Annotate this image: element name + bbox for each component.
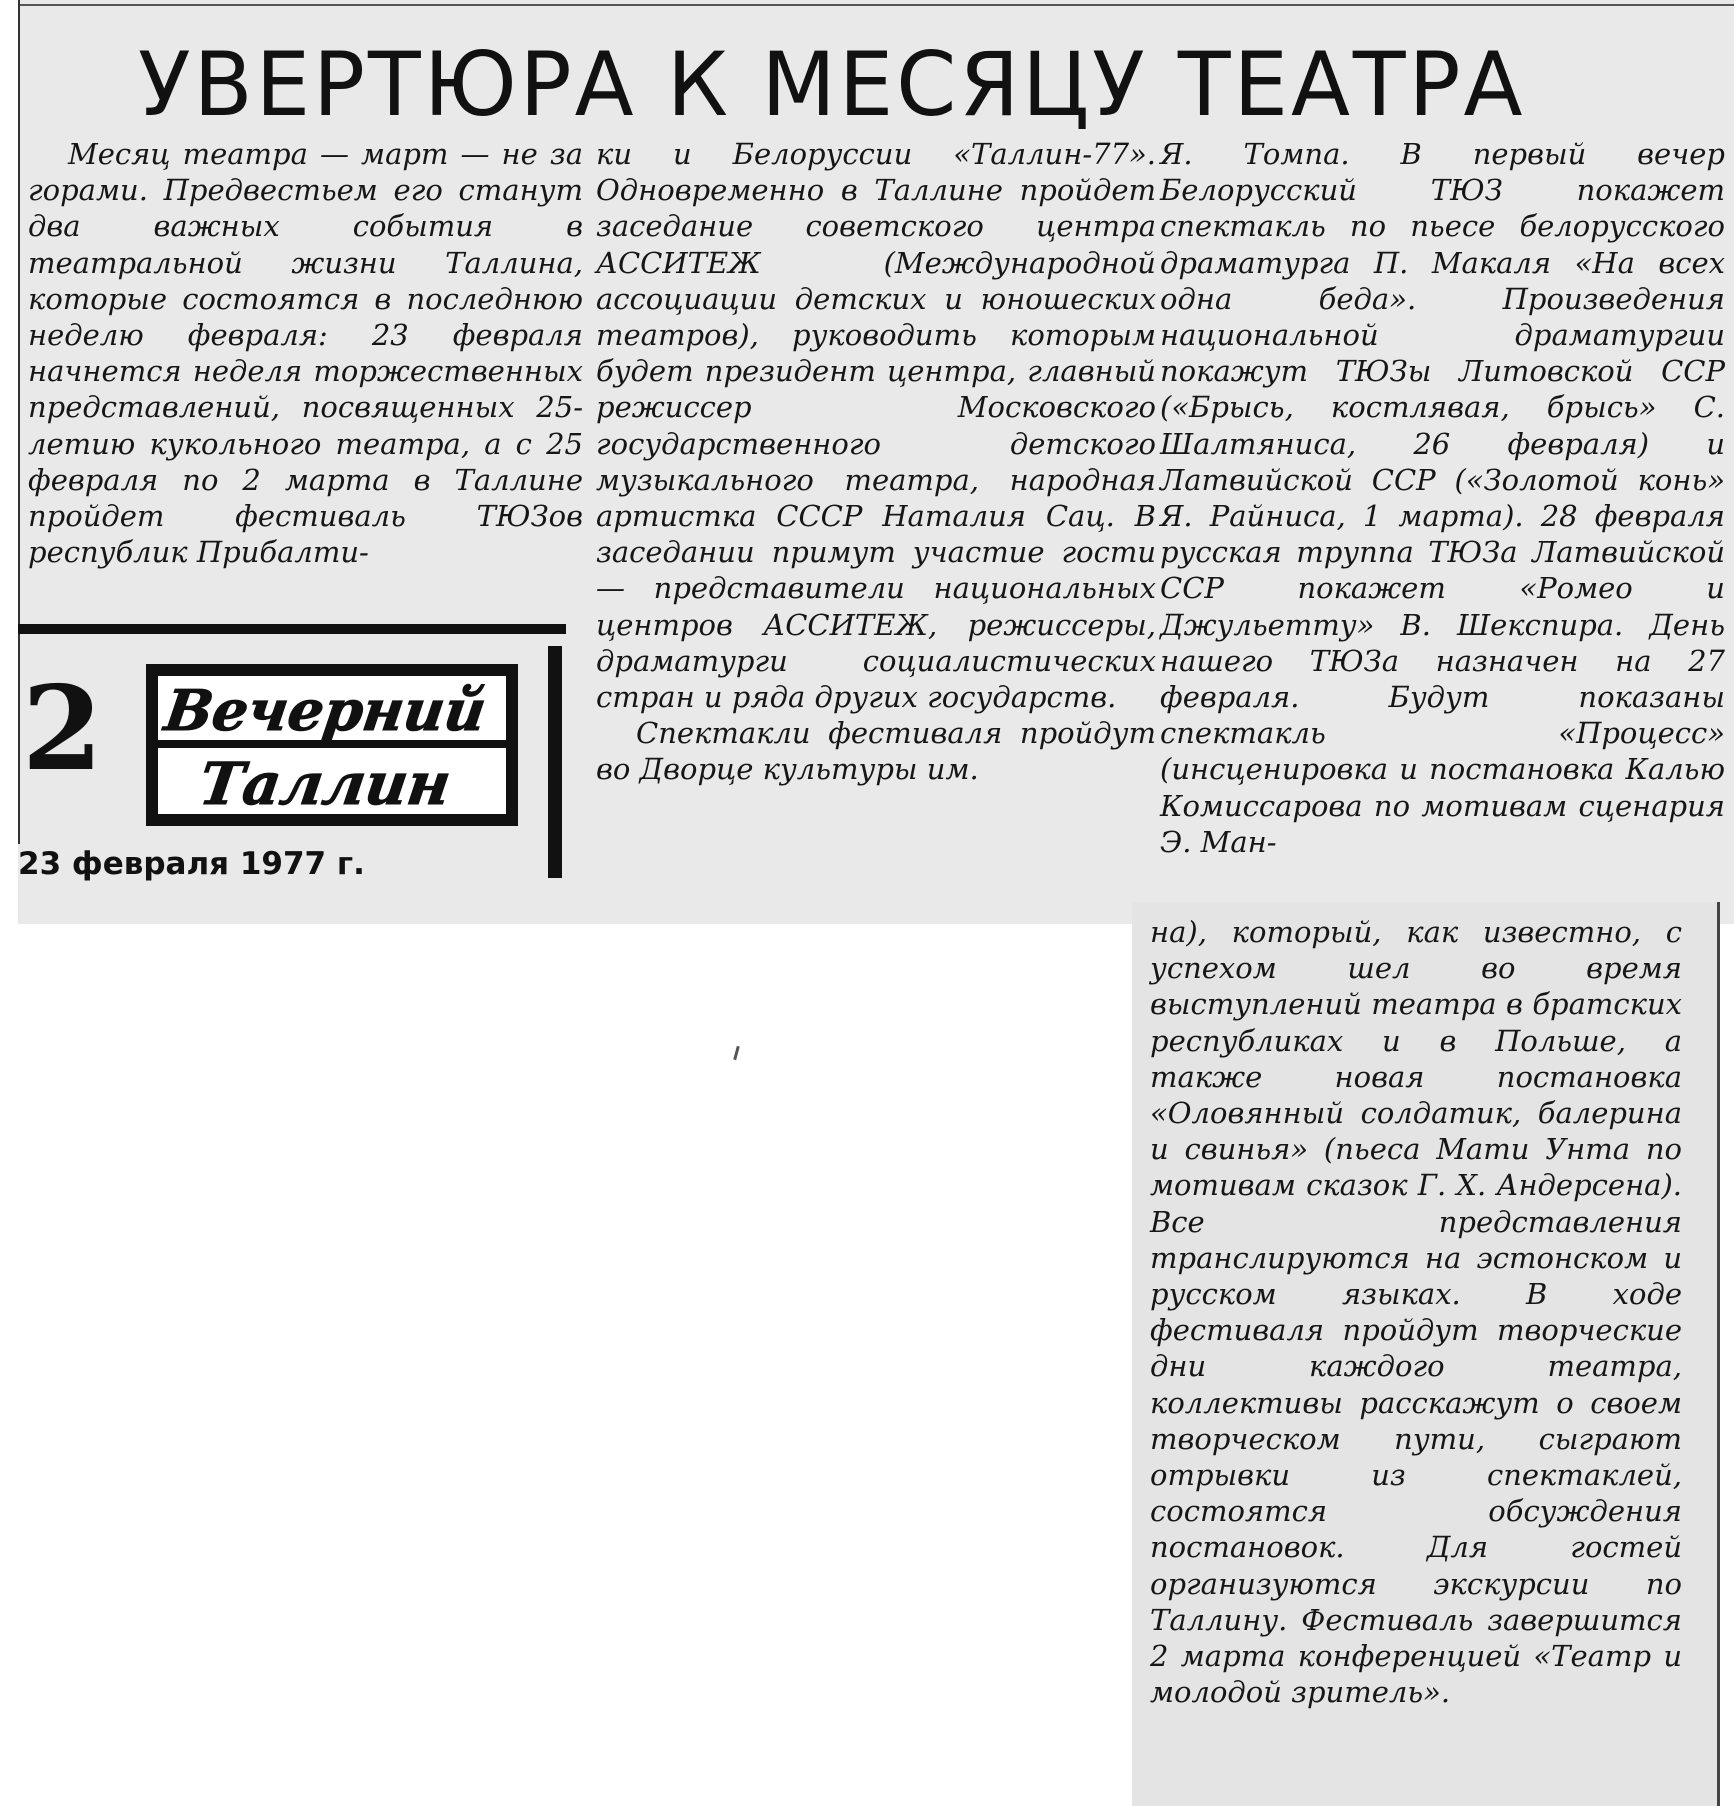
article-column-4 — [1150, 914, 1682, 1710]
column-4-text: на), который, как известно, с успехом шел во время выступлений театра в братских республиках и в Польше, а также новая постановка «Оловянный солдатик, балерина и свинья» (пьеса Мати Унта по мотивам сказок Г. Х. Андерсена). Все представления транслируются на эстонском и русском языках. В ходе фестиваля пройдут творческие дни каждого театра, коллективы расскажут о своем творческом пути, сыграют отрывки из спектаклей, состоятся обсуждения постановок. Для гостей организуются экскурсии по Таллину. Фестиваль завершится 2 марта конференцией «Театр и молодой зритель». — [1150, 915, 1682, 1710]
masthead-rule-horizontal — [18, 624, 566, 634]
newspaper-logo-line2: Таллин — [195, 749, 456, 818]
newspaper-logo-line1: Вечерний — [160, 678, 490, 744]
masthead-rule-vertical — [548, 646, 562, 878]
page-number: 2 — [22, 661, 103, 797]
article-column-3 — [1160, 136, 1725, 860]
article-column-1 — [28, 136, 583, 570]
paper-speck — [733, 1046, 740, 1060]
right-rule — [1717, 902, 1720, 1806]
left-rule — [18, 0, 20, 844]
newspaper-clipping-continuation — [1132, 902, 1720, 1806]
issue-date: 23 февраля 1977 г. — [18, 846, 365, 882]
top-rule — [18, 4, 1734, 6]
column-3-text: Я. Томпа. В первый вечер Белорусский ТЮЗ покажет спектакль по пьесе белорусского драматурга П. Макаля «На всех одна беда». Произведения национальной драматургии покажут ТЮЗы Литовской ССР («Брысь, костлявая, брысь» С. Шалтяниса, 26 февраля) и Латвийской ССР («Золотой конь» Я. Райниса, 1 марта). 28 февраля русская труппа ТЮЗа Латвийской ССР покажет «Ромео и Джульетту» В. Шекспира. День нашего ТЮЗа назначен на 27 февраля. Будут показаны спектакль «Процесс» (инсценировка и постановка Калью Комиссарова по мотивам сценария Э. Ман- — [1160, 137, 1725, 859]
column-2-paragraph-1: ки и Белоруссии «Таллин-77». Одновременно в Таллине пройдет заседание советского центра АССИТЕЖ (Международной ассоциации детских и юношеских театров), руководить которым будет президент центра, главный режиссер Московского государственного детского музыкального театра, народная артистка СССР Наталия Сац. В заседании примут участие гости — представители национальных центров АССИТЕЖ, режиссеры, драматурги социалистических стран и ряда других государств. — [596, 137, 1156, 715]
article-column-2 — [596, 136, 1156, 788]
column-1-text: Месяц театра — март — не за горами. Предвестьем его станут два важных события в театральной жизни Таллина, которые состоятся в последнюю неделю февраля: 23 февраля начнется неделя торжественных представлений, посвященных 25-летию кукольного театра, а с 25 февраля по 2 марта в Таллине пройдет фестиваль ТЮЗов республик Прибалти- — [28, 137, 583, 570]
column-2-paragraph-2: Спектакли фестиваля пройдут во Дворце культуры им. — [596, 716, 1156, 787]
article-headline: УВЕРТЮРА К МЕСЯЦУ ТЕАТРА — [138, 33, 1526, 136]
newspaper-logo — [146, 664, 518, 826]
